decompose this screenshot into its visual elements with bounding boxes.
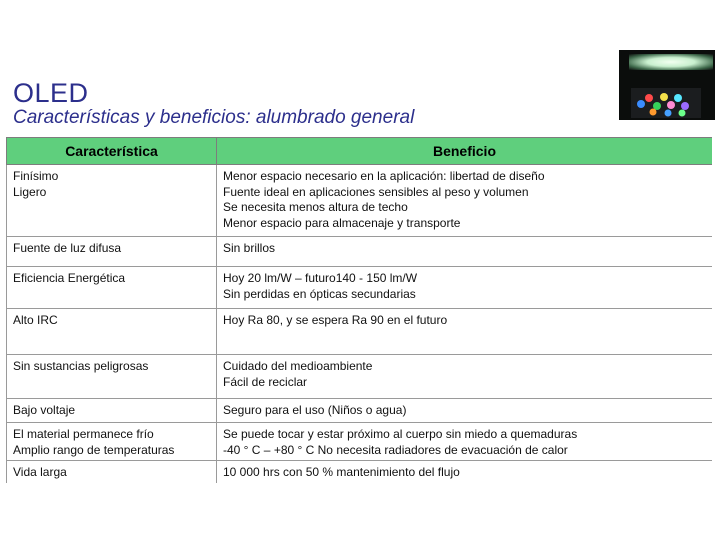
cell-beneficio <box>217 423 713 461</box>
cell-line: Se necesita menos altura de techo <box>223 200 408 214</box>
cell-line: Amplio rango de temperaturas <box>13 442 175 457</box>
cell-caracteristica <box>7 237 217 267</box>
cell-line: Finísimo <box>13 169 59 183</box>
cell-caracteristica <box>7 309 217 355</box>
cell-caracteristica <box>7 461 217 484</box>
cell-line: Vida larga <box>13 465 67 479</box>
cell-line: Seguro para el uso (Niños o agua) <box>223 403 407 417</box>
cell-line: -40 ° C – +80 ° C No necesita radiadores de evacuación de calor <box>223 442 568 457</box>
cell-caracteristica <box>7 423 217 461</box>
cell-beneficio <box>217 309 713 355</box>
page-subtitle: Características y beneficios: alumbrado general <box>13 107 415 128</box>
cell-line: El material permanece frío <box>13 427 154 441</box>
cell-line: Fuente ideal en aplicaciones sensibles al peso y volumen <box>223 184 529 199</box>
cell-line: Hoy 20 lm/W – futuro140 - 150 lm/W <box>223 271 418 285</box>
oled-lamp-photo <box>619 50 715 120</box>
table-row <box>7 309 713 355</box>
table-row <box>7 267 713 309</box>
cell-line: Fácil de reciclar <box>223 374 308 389</box>
table-row <box>7 399 713 423</box>
table-row <box>7 423 713 461</box>
cell-line: Alto IRC <box>13 313 58 327</box>
cell-caracteristica <box>7 399 217 423</box>
table-row <box>7 355 713 399</box>
cell-beneficio <box>217 165 713 237</box>
table-header-row <box>7 138 713 165</box>
cell-line: Fuente de luz difusa <box>13 241 122 255</box>
table-row <box>7 165 713 237</box>
cell-line: Se puede tocar y estar próximo al cuerpo sin miedo a quemaduras <box>223 427 578 441</box>
cell-line: Menor espacio para almacenaje y transporte <box>223 215 461 230</box>
cell-line: Cuidado del medioambiente <box>223 359 373 373</box>
cell-line: Sin perdidas en ópticas secundarias <box>223 286 416 301</box>
cell-caracteristica <box>7 355 217 399</box>
table-row <box>7 461 713 484</box>
page-title: OLED <box>13 78 89 108</box>
cell-caracteristica <box>7 267 217 309</box>
cell-beneficio <box>217 355 713 399</box>
colored-lights-icon <box>631 82 701 118</box>
cell-line: Sin sustancias peligrosas <box>13 359 149 373</box>
cell-line: Sin brillos <box>223 241 276 255</box>
cell-beneficio <box>217 237 713 267</box>
cell-caracteristica <box>7 165 217 237</box>
column-header-caracteristica: Característica <box>7 138 217 165</box>
cell-line: Bajo voltaje <box>13 403 76 417</box>
column-header-beneficio: Beneficio <box>217 138 713 165</box>
features-table <box>6 137 712 483</box>
features-table-container <box>6 137 712 483</box>
lamp-glow <box>629 54 713 70</box>
cell-line: Hoy Ra 80, y se espera Ra 90 en el futuro <box>223 313 448 327</box>
cell-beneficio <box>217 399 713 423</box>
cell-beneficio <box>217 267 713 309</box>
cell-beneficio <box>217 461 713 484</box>
cell-line: Ligero <box>13 184 47 199</box>
cell-line: Menor espacio necesario en la aplicación: libertad de diseño <box>223 169 545 183</box>
table-row <box>7 237 713 267</box>
cell-line: 10 000 hrs con 50 % mantenimiento del flujo <box>223 465 460 479</box>
cell-line: Eficiencia Energética <box>13 271 126 285</box>
